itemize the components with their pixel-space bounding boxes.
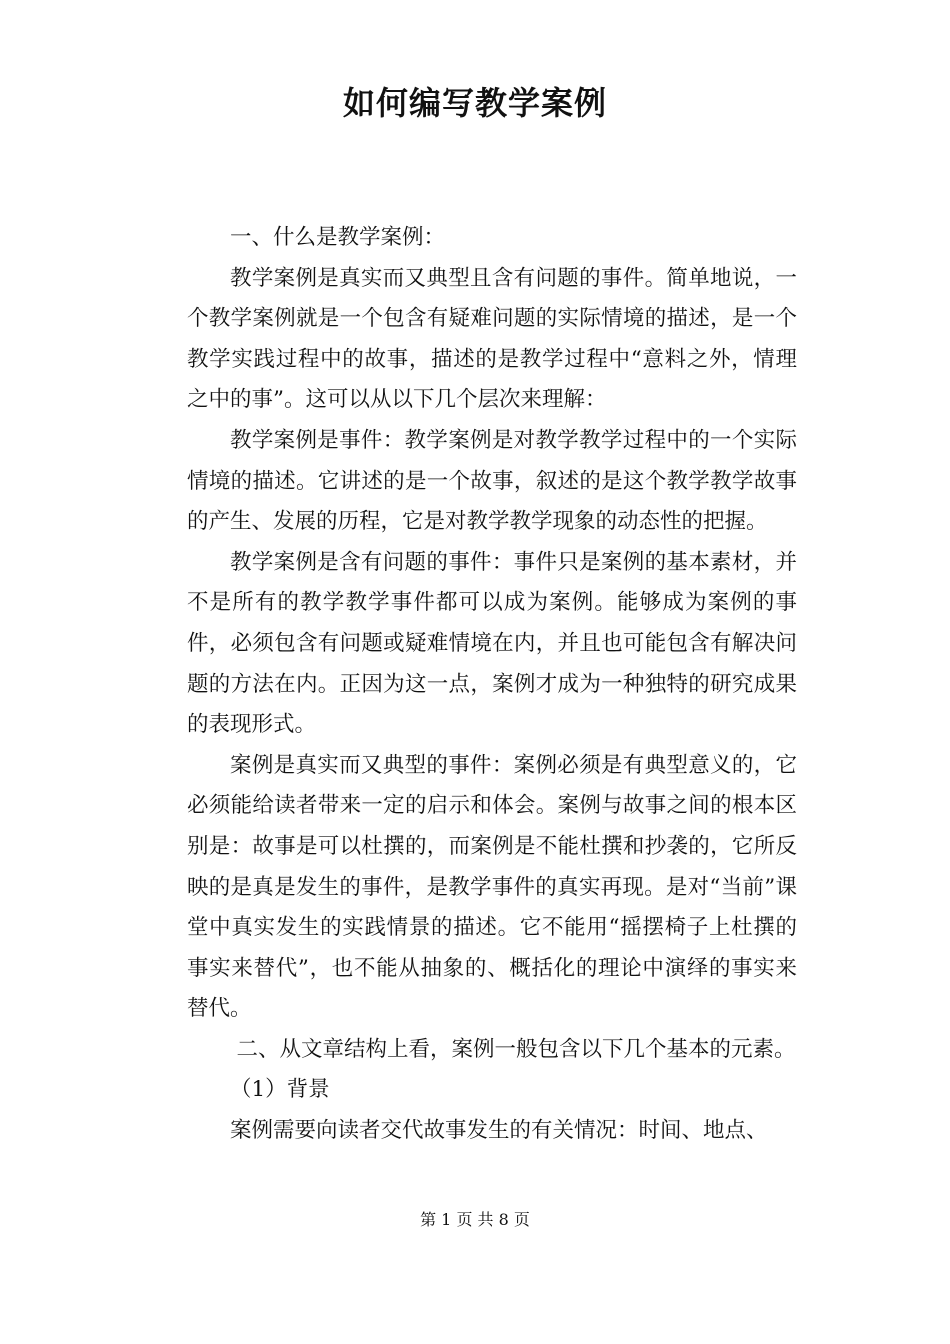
paragraph: 案例是真实而又典型的事件：案例必须是有典型意义的，它必须能给读者带来一定的启示和体会。案例与故事之间的根本区别是：故事是可以杜撰的，而案例是不能杜撰和抄袭的，它所反映的是真是发生的事件，是教学事件的真实再现。是对“当前”课堂中真实发生的实践情景的描述。它不能用“摇摆椅子上杜撰的事实来替代”，也不能从抽象的、概括化的理论中演绎的事实来替代。 bbox=[187, 752, 797, 1022]
subheading-background: （1）背景 bbox=[230, 1077, 330, 1103]
section-heading-1: 一、什么是教学案例： bbox=[230, 225, 446, 250]
paragraph: 案例需要向读者交代故事发生的有关情况：时间、地点、 bbox=[230, 1118, 768, 1144]
page-footer: 第 1 页 共 8 页 bbox=[420, 1210, 530, 1229]
paragraph: 教学案例是真实而又典型且含有问题的事件。简单地说，一个教学案例就是一个包含有疑难问题的实际情境的描述，是一个教学实践过程中的故事，描述的是教学过程中“意料之外，情理之中的事”。这可以从以下几个层次来理解： bbox=[187, 265, 797, 413]
paragraph: 教学案例是含有问题的事件：事件只是案例的基本素材，并不是所有的教学教学事件都可以成为案例。能够成为案例的事件，必须包含有问题或疑难情境在内，并且也可能包含有解决问题的方法在内。正因为这一点，案例才成为一种独特的研究成果的表现形式。 bbox=[187, 549, 797, 738]
document-body bbox=[187, 218, 797, 1152]
section-heading-2: 二、从文章结构上看，案例一般包含以下几个基本的元素。 bbox=[236, 1036, 796, 1062]
paragraph: 教学案例是事件：教学案例是对教学教学过程中的一个实际情境的描述。它讲述的是一个故事，叙述的是这个教学教学故事的产生、发展的历程，它是对教学教学现象的动态性的把握。 bbox=[187, 427, 797, 535]
document-title: 如何编写教学案例 bbox=[342, 84, 607, 122]
